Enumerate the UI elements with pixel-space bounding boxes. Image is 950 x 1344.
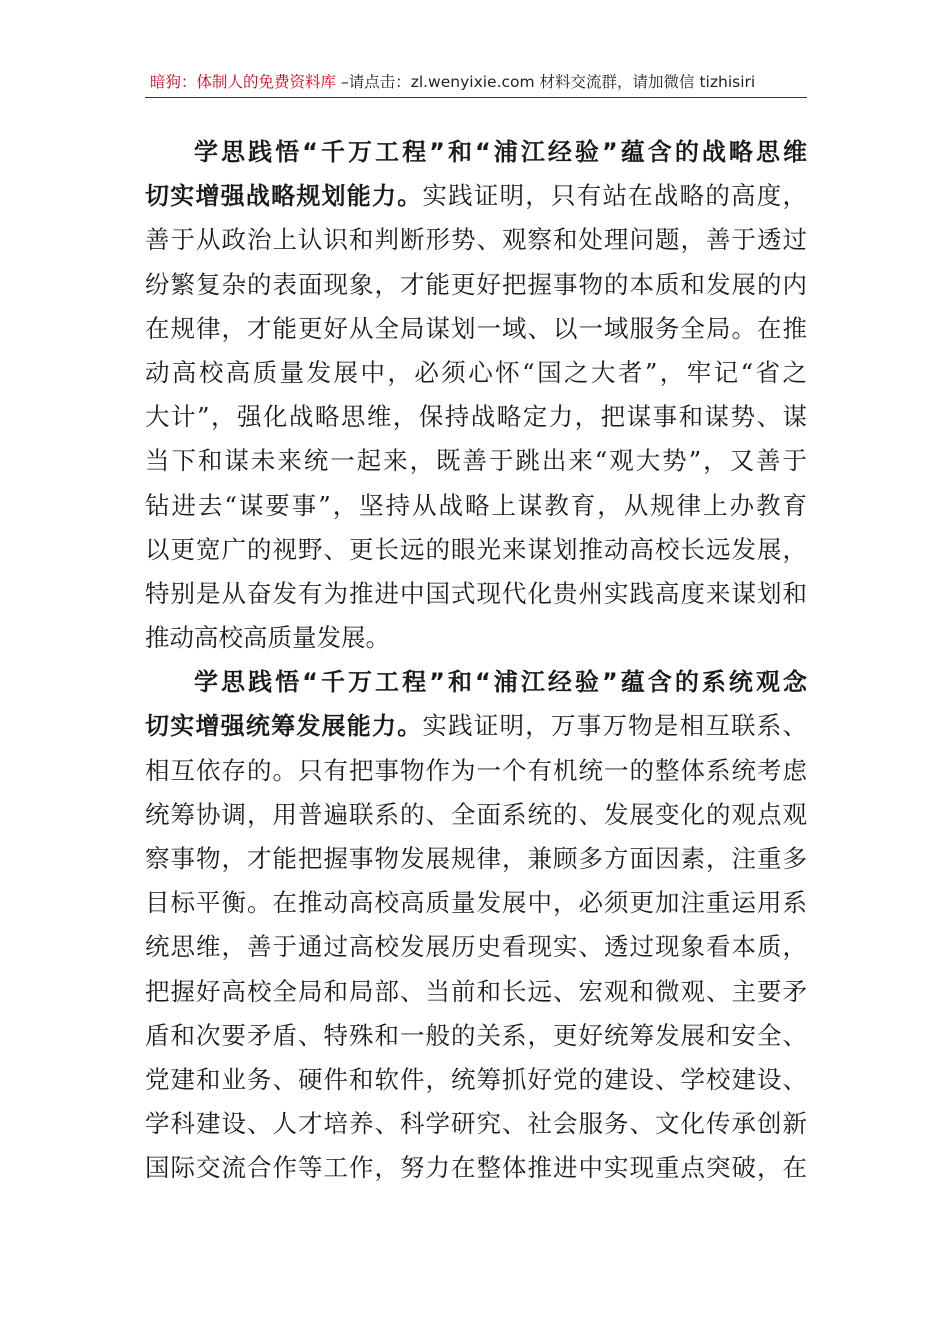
paragraph-2-line bbox=[145, 1102, 807, 1146]
page-header bbox=[150, 68, 808, 96]
heading-text: 学思践悟“千万工程”和“浦江经验”蕴含的战略思维 bbox=[194, 138, 807, 166]
paragraph-1-line bbox=[145, 439, 807, 483]
body-text: 国际交流合作等工作，努力在整体推进中实现重点突破，在 bbox=[145, 1153, 807, 1183]
body-text: 实践证明，只有站在战略的高度， bbox=[422, 181, 807, 211]
paragraph-1-line bbox=[145, 484, 807, 528]
body-text: 统筹协调，用普遍联系的、全面系统的、发展变化的观点观 bbox=[145, 799, 807, 829]
body-text: 善于从政治上认识和判断形势、观察和处理问题，善于透过 bbox=[145, 225, 807, 255]
paragraph-2-line bbox=[145, 1058, 807, 1102]
paragraph-2-line bbox=[145, 793, 807, 837]
document-body bbox=[145, 130, 807, 1191]
header-site-name: 暗狗：体制人的免费资料库 bbox=[150, 73, 337, 91]
header-divider bbox=[145, 97, 807, 98]
paragraph-1-line bbox=[145, 218, 807, 262]
paragraph-2-line bbox=[145, 704, 807, 748]
body-text: 目标平衡。在推动高校高质量发展中，必须更加注重运用系 bbox=[145, 888, 807, 918]
body-text: 统思维，善于通过高校发展历史看现实、透过现象看本质， bbox=[145, 932, 807, 962]
header-link-text[interactable]: –请点击：zl.wenyixie.com bbox=[336, 73, 535, 91]
paragraph-1-line bbox=[145, 395, 807, 439]
body-text: 察事物，才能把握事物发展规律，兼顾多方面因素，注重多 bbox=[145, 844, 807, 873]
paragraph-2-line bbox=[145, 660, 807, 704]
body-text: 当下和谋未来统一起来，既善于跳出来“观大势”，又善于 bbox=[145, 446, 807, 476]
heading-text: 学思践悟“千万工程”和“浦江经验”蕴含的系统观念 bbox=[194, 668, 807, 697]
heading-text: 切实增强战略规划能力。 bbox=[145, 182, 423, 211]
body-text: 学科建设、人才培养、科学研究、社会服务、文化传承创新 bbox=[145, 1109, 807, 1139]
body-text: 在规律，才能更好从全局谋划一域、以一域服务全局。在推 bbox=[145, 313, 807, 343]
paragraph-1-line bbox=[145, 351, 807, 395]
paragraph-2-line bbox=[145, 837, 807, 881]
paragraph-1-line bbox=[145, 616, 807, 660]
body-text: 动高校高质量发展中，必须心怀“国之大者”，牢记“省之 bbox=[145, 357, 807, 387]
body-text: 特别是从奋发有为推进中国式现代化贵州实践高度来谋划和 bbox=[145, 578, 807, 608]
paragraph-2-line bbox=[145, 1014, 807, 1058]
body-text: 把握好高校全局和局部、当前和长远、宏观和微观、主要矛 bbox=[145, 976, 807, 1006]
heading-text: 切实增强统筹发展能力。 bbox=[145, 712, 423, 741]
body-text: 以更宽广的视野、更长远的眼光来谋划推动高校长远发展， bbox=[145, 534, 807, 564]
paragraph-1-line bbox=[145, 528, 807, 572]
body-text: 实践证明，万事万物是相互联系、 bbox=[422, 711, 807, 741]
paragraph-1-line bbox=[145, 130, 807, 174]
body-text: 纷繁复杂的表面现象，才能更好把握事物的本质和发展的内 bbox=[145, 269, 807, 299]
paragraph-1-line bbox=[145, 263, 807, 307]
paragraph-1-line bbox=[145, 572, 807, 616]
body-text: 钻进去“谋要事”，坚持从战略上谋教育，从规律上办教育 bbox=[145, 490, 807, 520]
body-text: 盾和次要矛盾、特殊和一般的关系，更好统筹发展和安全、 bbox=[145, 1020, 807, 1050]
paragraph-2-line bbox=[145, 925, 807, 969]
paragraph-1-line bbox=[145, 307, 807, 351]
paragraph-2-line bbox=[145, 749, 807, 793]
body-text: 推动高校高质量发展。 bbox=[145, 623, 390, 653]
body-text: 党建和业务、硬件和软件，统筹抓好党的建设、学校建设、 bbox=[145, 1064, 807, 1094]
paragraph-2-line bbox=[145, 1146, 807, 1190]
paragraph-2-line bbox=[145, 970, 807, 1014]
header-contact-text: 材料交流群，请加微信 tizhisiri bbox=[534, 73, 756, 91]
body-text: 相互依存的。只有把事物作为一个有机统一的整体系统考虑 bbox=[145, 755, 807, 785]
body-text: 大计”，强化战略思维，保持战略定力，把谋事和谋势、谋 bbox=[145, 402, 807, 432]
paragraph-1-line bbox=[145, 174, 807, 218]
paragraph-2-line bbox=[145, 881, 807, 925]
